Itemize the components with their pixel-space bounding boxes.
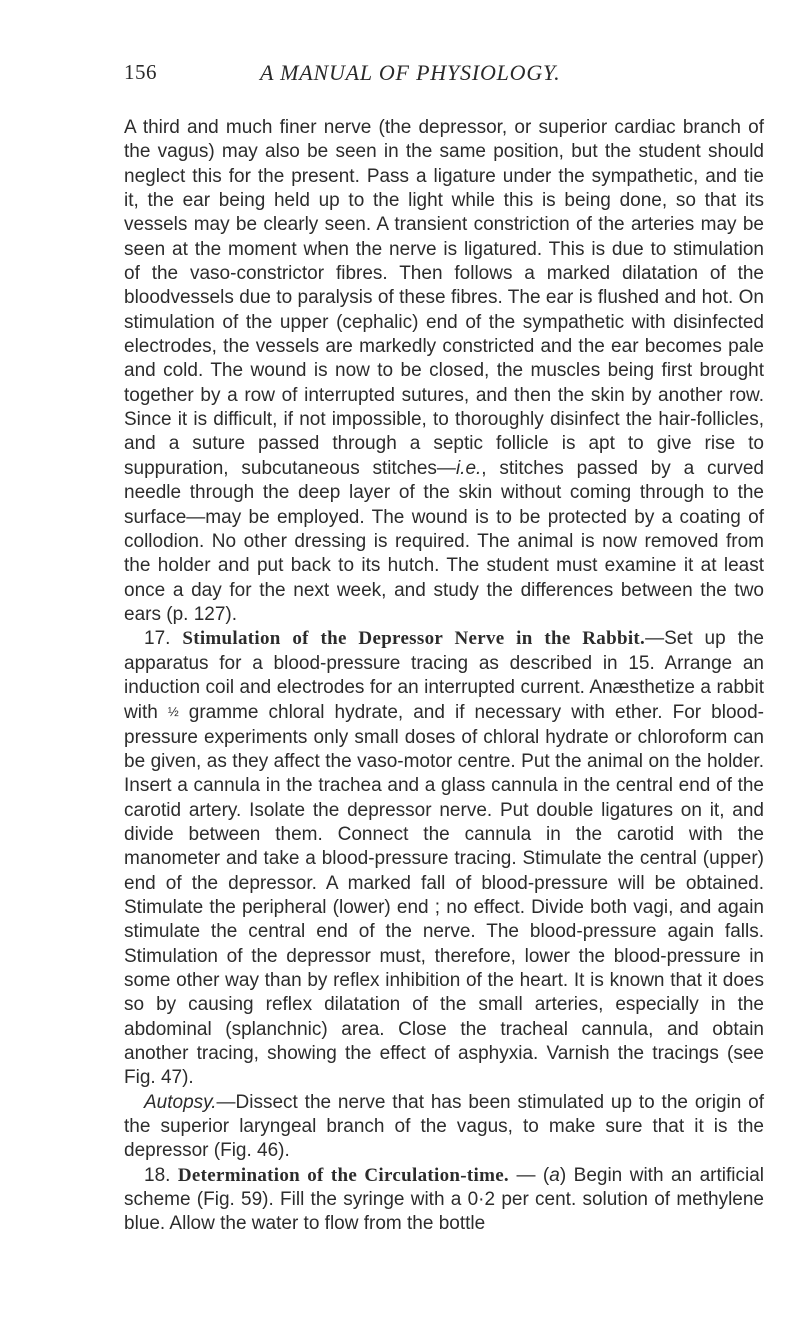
- running-title: A MANUAL OF PHYSIOLOGY.: [260, 60, 561, 85]
- section-18: [124, 1164, 764, 1237]
- page-number: 156: [124, 60, 157, 84]
- section-text: —Set up the apparatus for a blood-pressure tracing as described in 15. Arrange an induction coil and electrodes for an interrupted current. Anæsthetize a rabbit with: [124, 628, 765, 724]
- section-17: [124, 627, 764, 1091]
- section-heading: Stimulation of the Depressor Nerve in the Rabbit.: [182, 628, 646, 650]
- section-text: ) Begin with an artificial scheme (Fig. 59). Fill the syringe with a 0·2 per cent. solution of methylene blue. Allow the water to flow from the bottle: [124, 1164, 764, 1235]
- section-text: gramme chloral hydrate, and if necessary with ether. For blood-pressure experiments only small doses of chloral hydrate or chloroform can be given, as they affect the vaso-motor centre. Put the animal on the holder. Insert a cannula in the trachea and a glass cannula in the central end of the carotid artery. Isolate the depressor nerve. Put double ligatures on it, and divide between them. Connect the cannula in the carotid with the manometer and take a blood-pressure tracing. Stimulate the central (upper) end of the depressor. A marked fall of blood-pressure will be obtained. Stimulate the peripheral (lower) end ; no effect. Divide both vagi, and again stimulate the central end of the nerve. The blood-pressure again falls. Stimulation of the depressor must, therefore, lower the blood-pressure in some other way than by reflex inhibition of the heart. It is known that it does so by causing reflex dilatation of the small arteries, especially in the abdominal (splanchnic) area. Close the tracheal cannula, and obtain another tracing, showing the effect of asphyxia. Varnish the tracings (see Fig. 47).: [124, 702, 765, 1089]
- autopsy-paragraph: [124, 1091, 764, 1164]
- autopsy-text: —Dissect the nerve that has been stimulated up to the origin of the superior laryngeal branch of the vagus, to make sure that it is the depressor (Fig. 46).: [124, 1091, 764, 1162]
- autopsy-label: Autopsy.: [144, 1091, 217, 1113]
- item-letter: a: [549, 1164, 560, 1186]
- body-text: [124, 116, 764, 1237]
- paragraph-text: A third and much finer nerve (the depressor, or superior cardiac branch of the vagus) may also be seen in the same position, but the student should neglect this for the present. Pass a ligature under the sympathetic, and tie it, the ear being held up to the light while this is being done, so that its vessels may be clearly seen. A transient constriction of the arteries may be seen at the moment when the nerve is ligatured. This is due to stimulation of the vaso-constrictor fibres. Then follows a marked dilatation of the bloodvessels due to paralysis of these fibres. The ear is flushed and hot. On stimulation of the upper (cephalic) end of the sympathetic with disinfected electrodes, the vessels are markedly constricted and the ear becomes pale and cold. The wound is now to be closed, the muscles being first brought together by a row of interrupted sutures, and then the skin by another row. Since it is difficult, if not impossible, to thoroughly disinfect the hair-follicles, and a suture passed through a septic follicle is apt to give rise to suppuration, subcutaneous stitches—: [124, 117, 764, 479]
- paragraph-continuation: [124, 116, 764, 627]
- fraction: ½: [167, 704, 179, 720]
- section-number: 17.: [144, 628, 171, 650]
- abbreviation-ie: i.e.: [455, 457, 482, 479]
- section-number: 18.: [144, 1164, 171, 1186]
- running-head: [124, 60, 764, 94]
- paragraph-text: , stitches passed by a curved needle through the deep layer of the skin without coming through to the surface—may be employed. The wound is to be protected by a coating of collodion. No other dressing is required. The animal is now removed from the holder and put back to its hutch. The student must examine it at least once a day for the next week, and study the differences between the two ears (p. 127).: [124, 457, 765, 625]
- section-text: — (: [508, 1164, 550, 1186]
- section-heading: Determination of the Circulation-time.: [177, 1164, 509, 1186]
